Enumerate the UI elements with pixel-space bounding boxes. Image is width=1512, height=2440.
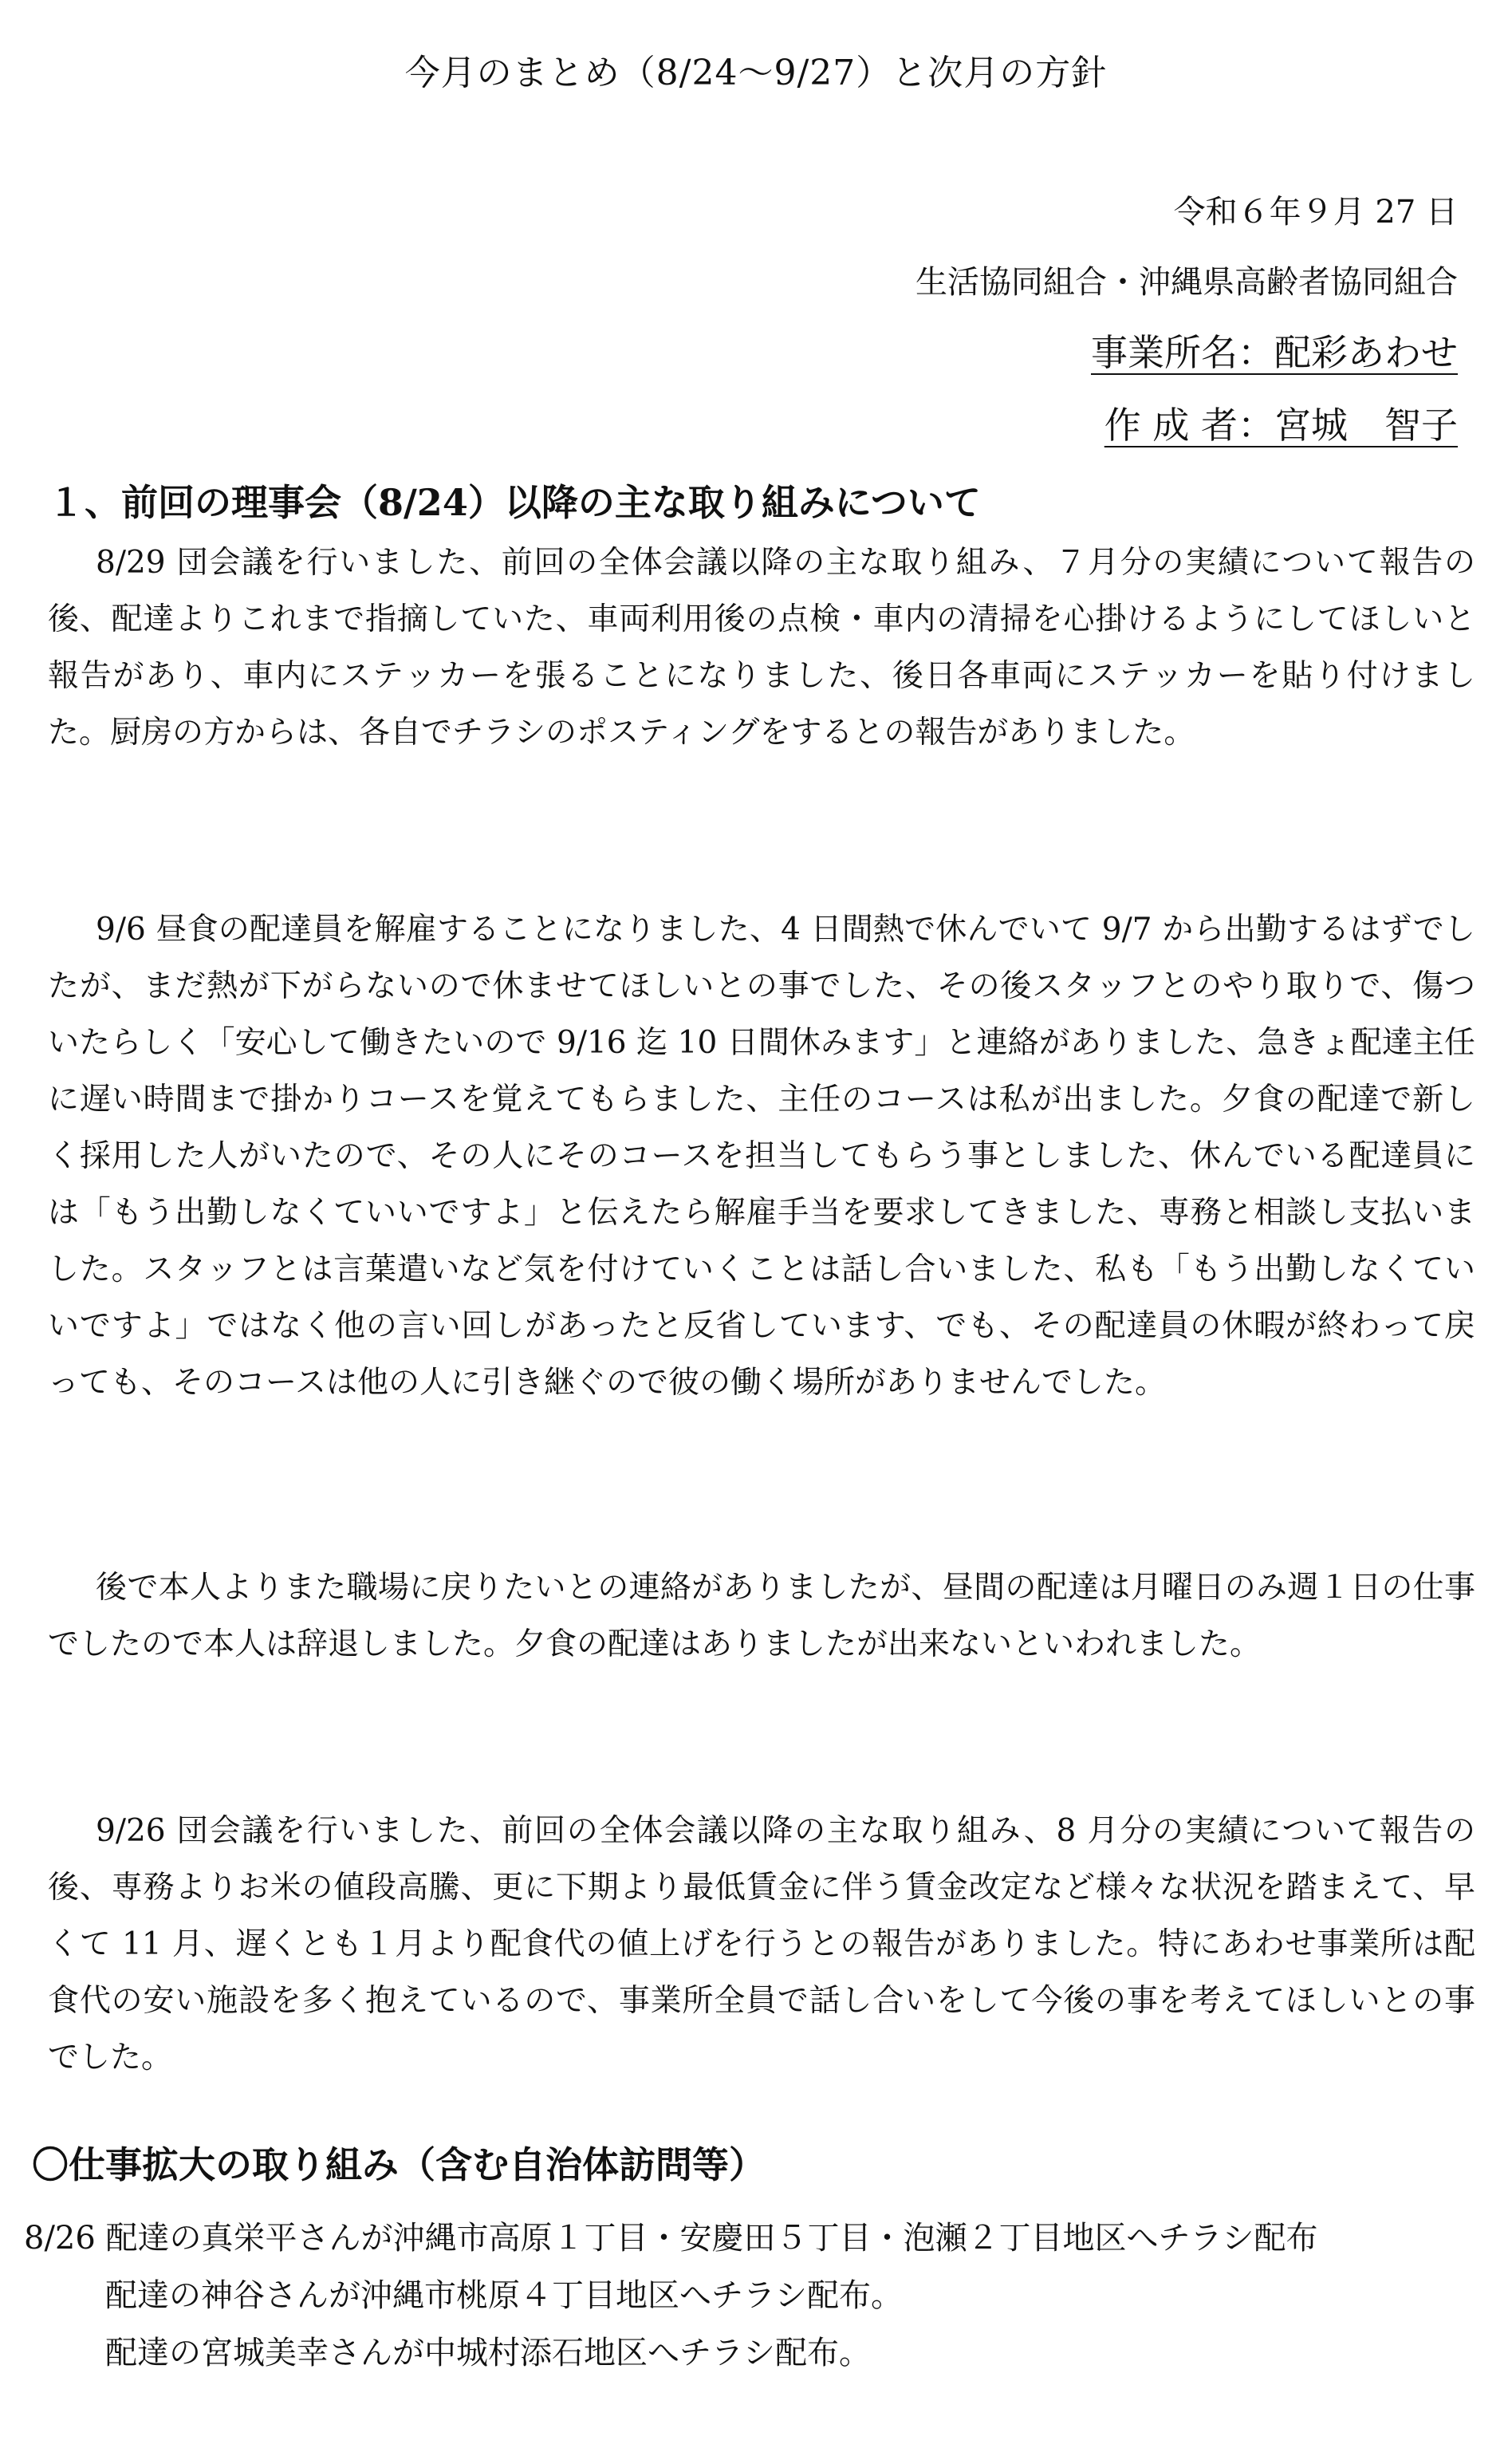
document-header [915, 177, 1458, 463]
list-item: 配達の宮城美幸さんが中城村添石地区へチラシ配布。 [105, 2335, 871, 2371]
work-expansion-list [24, 2209, 1491, 2382]
paragraph-meeting-0926: 9/26 団会議を行いました、前回の全体会議以降の主な取り組み、8 月分の実績について報告の後、専務よりお米の値段高騰、更に下期より最低賃金に伴う賃金改定など様々な状況を踏まえて、早くて 11 月、遅くとも１月より配食代の値上げを行うとの報告がありました。特にあわせ事業所は配食代の安い施設を多く抱えているので、事業所全員で話し合いをして今後の事を考えてほしいとの事でした。 [48, 1813, 1475, 2075]
organization-name: 生活協同組合・沖縄県高齢者協同組合 [915, 264, 1458, 301]
section-1 [48, 477, 1467, 528]
document-date: 令和６年９月 27 日 [1173, 194, 1458, 231]
author-name: 作 成 者：宮城 智子 [1104, 404, 1458, 447]
paragraph-dismissal-0906: 9/6 昼食の配達員を解雇することになりました、4 日間熱で休んでいて 9/7 から出勤するはずでしたが、まだ熱が下がらないので休ませてほしいとの事でした、その後スタッフとのやり取りで、傷ついたらしく「安心して働きたいので 9/16 迄 10 日間休みます」と連絡がありました、急きょ配達主任に遅い時間まで掛かりコースを覚えてもらました、主任のコースは私が出ました。夕食の配達で新しく採用した人がいたので、その人にそのコースを担当してもらう事としました、休んでいる配達員には「もう出勤しなくていいですよ」と伝えたら解雇手当を要求してきました、専務と相談し支払いました。スタッフとは言葉遣いなど気を付けていくことは話し合いました、私も「もう出勤しなくていいですよ」ではなく他の言い回しがあったと反省しています、でも、その配達員の休暇が終わって戻っても、そのコースは他の人に引き継ぐので彼の働く場所がありませんでした。 [48, 912, 1475, 1401]
paragraph-followup: 後で本人よりまた職場に戻りたいとの連絡がありましたが、昼間の配達は月曜日のみ週１日の仕事でしたので本人は辞退しました。夕食の配達はありましたが出来ないといわれました。 [48, 1570, 1475, 1662]
office-name-line [915, 317, 1458, 390]
document-title: 今月のまとめ（8/24～9/27）と次月の方針 [404, 53, 1108, 93]
section-2-heading: 〇仕事拡大の取り組み（含む自治体訪問等） [32, 2143, 766, 2186]
paragraph-meeting-0829: 8/29 団会議を行いました、前回の全体会議以降の主な取り組み、７月分の実績について報告の後、配達よりこれまで指摘していた、車両利用後の点検・車内の清掃を心掛けるようにしてほしいと報告があり、車内にステッカーを張ることになりました、後日各車両にステッカーを貼り付けました。厨房の方からは、各自でチラシのポスティングをするとの報告がありました。 [48, 545, 1475, 751]
section-1-heading: １、前回の理事会（8/24）以降の主な取り組みについて [48, 481, 981, 524]
author-line [915, 390, 1458, 463]
office-name: 事業所名：配彩あわせ [1091, 331, 1458, 374]
list-item: 8/26 配達の真栄平さんが沖縄市高原１丁目・安慶田５丁目・泡瀬２丁目地区へチラシ配布 [24, 2220, 1318, 2257]
list-item: 配達の神谷さんが沖縄市桃原４丁目地区へチラシ配布。 [105, 2277, 903, 2314]
